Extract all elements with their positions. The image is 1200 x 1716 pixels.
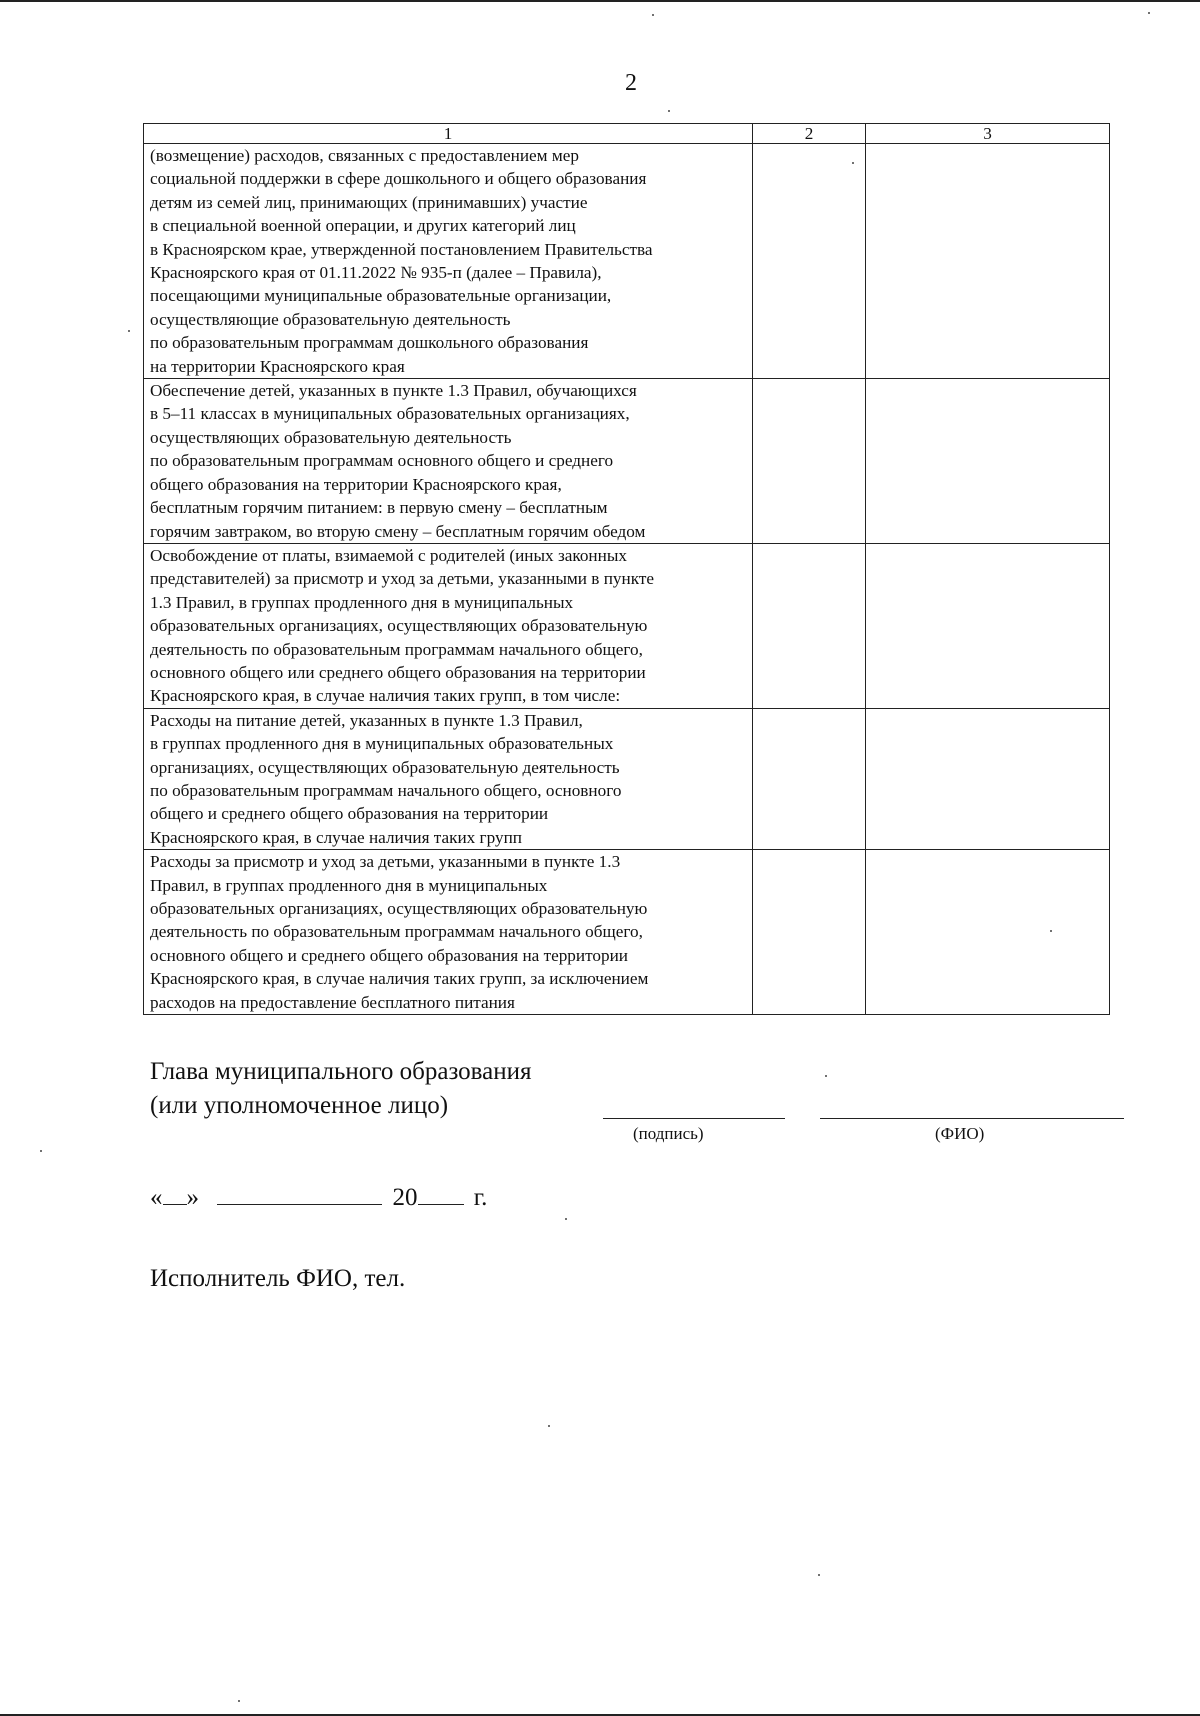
row-value-col3 [866,144,1110,379]
scan-speck [818,1574,820,1576]
signature-caption: (подпись) [633,1124,704,1143]
row-value-col3 [866,850,1110,1015]
table-row [144,144,1110,379]
signature-title-line2: (или уполномоченное лицо) [150,1092,449,1119]
name-line[interactable] [820,1118,1124,1119]
table-row [144,708,1110,849]
executor-line: Исполнитель ФИО, тел. [150,1265,406,1292]
scan-speck [668,110,670,112]
row-description: Освобождение от платы, взимаемой с родителей (иных законных представителей) за присмотр и уход за детьми, указанными в пункте 1.3 Правил, в группах продленного дня в муниципальных образовательных организациях, осуществляющих образовательную деятельность по образовательным программам начального общего, основного общего или среднего общего образования на территории Красноярского края, в случае наличия таких групп, в том числе: [144,543,753,708]
row-description: (возмещение) расходов, связанных с предоставлением мер социальной поддержки в сфере дошкольного и общего образования детям из семей лиц, принимающих (принимавших) участие в специальной военной операции, и других категорий лиц в Красноярском крае, утвержденной постановлением Правительства Красноярского края от 01.11.2022 № 935-п (далее – Правила), посещающими муниципальные образовательные организации, осуществляющие образовательную деятельность по образовательным программам дошкольного образования на территории Красноярского края [144,144,753,379]
row-description: Расходы за присмотр и уход за детьми, указанными в пункте 1.3 Правил, в группах продленного дня в муниципальных образовательных организациях, осуществляющих образовательную деятельность по образовательным программам начального общего, основного общего и среднего общего образования на территории Красноярского края, в случае наличия таких групп, за исключением расходов на предоставление бесплатного питания [144,850,753,1015]
year-suffix: г. [473,1184,488,1211]
signature-line[interactable] [603,1118,785,1119]
date-open-quote: « [150,1184,163,1211]
scan-speck [652,14,654,16]
year-blank[interactable] [418,1180,464,1205]
row-value-col2 [753,708,866,849]
scan-speck [128,330,130,332]
row-value-col2 [753,850,866,1015]
row-value-col3 [866,708,1110,849]
table-row [144,543,1110,708]
row-description: Обеспечение детей, указанных в пункте 1.3 Правил, обучающихся в 5–11 классах в муниципальных образовательных организациях, осуществляющих образовательную деятельность по образовательным программам основного общего и среднего общего образования на территории Красноярского края, бесплатным горячим питанием: в первую смену – бесплатным горячим завтраком, во вторую смену – бесплатным горячим обедом [144,379,753,544]
day-blank[interactable] [163,1180,187,1205]
signature-block [150,1055,532,1123]
date-close-quote: » [186,1184,199,1211]
table-row [144,850,1110,1015]
scan-speck [852,162,854,164]
row-value-col2 [753,144,866,379]
scan-speck [565,1218,567,1220]
name-caption: (ФИО) [935,1124,985,1143]
signature-title-line1: Глава муниципального образования [150,1058,532,1085]
year-prefix: 20 [392,1184,418,1211]
scan-speck [1050,930,1052,932]
scan-speck [40,1150,42,1152]
scan-speck [825,1075,827,1077]
table-row [144,379,1110,544]
expenses-table [143,123,1110,1015]
row-value-col2 [753,543,866,708]
column-header-3: 3 [866,124,1110,144]
scan-speck [238,1700,240,1702]
row-value-col3 [866,379,1110,544]
top-border-line [0,0,1200,2]
table-header-row [144,124,1110,144]
column-header-2: 2 [753,124,866,144]
row-description: Расходы на питание детей, указанных в пункте 1.3 Правил, в группах продленного дня в муниципальных образовательных организациях, осуществляющих образовательную деятельность по образовательным программам начального общего, основного общего и среднего общего образования на территории Красноярского края, в случае наличия таких групп [144,708,753,849]
row-value-col2 [753,379,866,544]
date-field [150,1180,487,1212]
month-blank[interactable] [217,1180,382,1205]
scan-speck [548,1425,550,1427]
column-header-1: 1 [144,124,753,144]
row-value-col3 [866,543,1110,708]
scan-speck [1148,12,1150,14]
page-number: 2 [625,70,637,96]
